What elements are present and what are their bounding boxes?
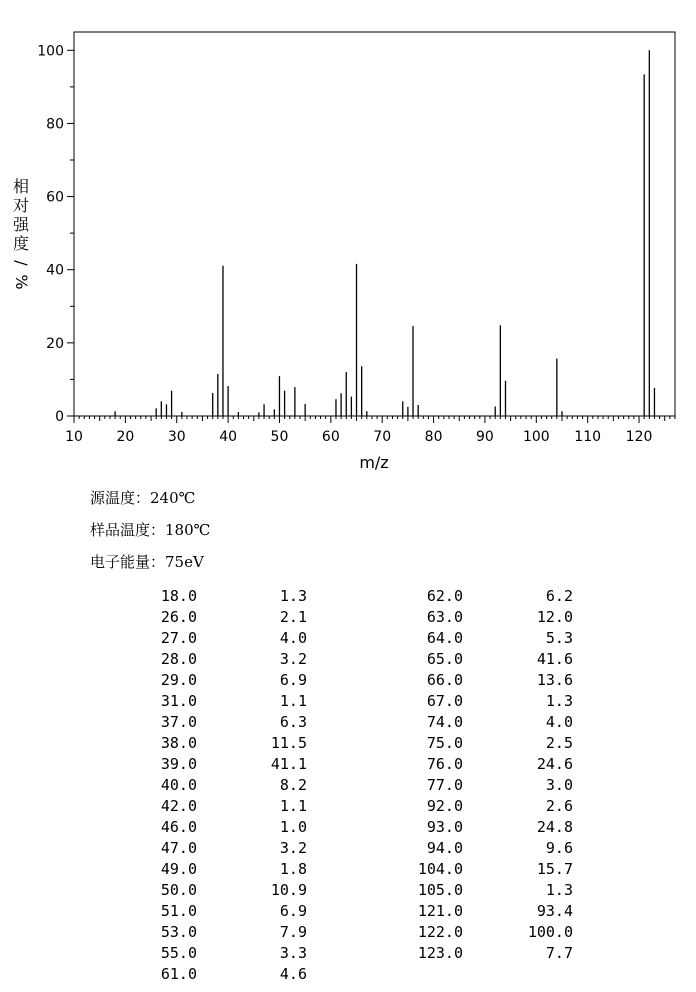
mz-value: 105.0 [417, 881, 463, 899]
peak-table-row [137, 733, 307, 754]
mz-value: 66.0 [426, 671, 463, 689]
intensity-value: 100.0 [527, 923, 573, 941]
peak-table-row [137, 880, 307, 901]
intensity-value: 4.0 [545, 713, 573, 731]
mz-value: 29.0 [160, 671, 197, 689]
x-tick-labels [65, 429, 652, 445]
x-tick-label: 40 [219, 429, 238, 445]
mz-value: 122.0 [417, 923, 463, 941]
intensity-value: 1.8 [279, 860, 307, 878]
mz-value: 27.0 [160, 629, 197, 647]
peak-table-left [137, 586, 307, 985]
mz-value: 93.0 [426, 818, 463, 836]
peak-table-row [137, 712, 307, 733]
peak-table-row [137, 754, 307, 775]
sample-temperature: 样品温度：180℃ [90, 521, 211, 539]
intensity-value: 1.3 [545, 692, 573, 710]
intensity-value: 3.2 [279, 839, 307, 857]
mz-value: 92.0 [426, 797, 463, 815]
y-axis-label-char: % [12, 274, 31, 290]
intensity-value: 3.0 [545, 776, 573, 794]
mz-value: 49.0 [160, 860, 197, 878]
plot-frame [74, 32, 675, 416]
electron-energy: 电子能量：75eV [90, 553, 204, 571]
peak-table-row [137, 838, 307, 859]
peak-table-row [137, 607, 307, 628]
x-axis-label: m/z [359, 453, 389, 472]
x-tick-label: 10 [65, 429, 83, 445]
intensity-value: 2.6 [545, 797, 573, 815]
y-tick-label: 100 [37, 43, 64, 60]
mz-value: 76.0 [426, 755, 463, 773]
peak-table-row [403, 901, 573, 922]
mz-value: 50.0 [160, 881, 197, 899]
axis-ticks [67, 50, 675, 423]
mz-value: 39.0 [160, 755, 197, 773]
y-tick-label: 80 [46, 116, 64, 133]
peak-table-row [137, 775, 307, 796]
mz-value: 62.0 [426, 587, 463, 605]
mz-value: 51.0 [160, 902, 197, 920]
peak-table-row [403, 880, 573, 901]
source-temperature: 源温度：240℃ [90, 489, 196, 507]
x-tick-label: 20 [116, 429, 135, 445]
mz-value: 121.0 [417, 902, 463, 920]
y-tick-labels [37, 43, 64, 425]
intensity-value: 1.3 [279, 587, 307, 605]
intensity-value: 1.0 [279, 818, 307, 836]
intensity-value: 7.9 [279, 923, 307, 941]
peak-table-row [403, 691, 573, 712]
intensity-value: 2.1 [279, 608, 307, 626]
intensity-value: 3.3 [279, 944, 307, 962]
x-tick-label: 80 [424, 429, 443, 445]
intensity-value: 3.2 [279, 650, 307, 668]
intensity-value: 5.3 [545, 629, 573, 647]
peak-table-row [137, 859, 307, 880]
peak-table-row [403, 775, 573, 796]
y-axis-label-char: / [12, 260, 31, 266]
mz-value: 123.0 [417, 944, 463, 962]
peak-table-row [137, 628, 307, 649]
intensity-value: 15.7 [536, 860, 573, 878]
peak-table-row [137, 586, 307, 607]
y-tick-label: 60 [46, 189, 64, 206]
mz-value: 61.0 [160, 965, 197, 983]
intensity-value: 1.3 [545, 881, 573, 899]
y-axis-label-char: 度 [12, 234, 30, 253]
mz-value: 75.0 [426, 734, 463, 752]
mz-value: 53.0 [160, 923, 197, 941]
peak-table-row [137, 649, 307, 670]
peak-table-row [137, 796, 307, 817]
peak-table-row [403, 922, 573, 943]
mz-value: 42.0 [160, 797, 197, 815]
peak-table-row [403, 943, 573, 964]
mz-value: 28.0 [160, 650, 197, 668]
peak-table-row [403, 649, 573, 670]
intensity-value: 10.9 [270, 881, 307, 899]
intensity-value: 24.8 [536, 818, 573, 836]
intensity-value: 41.1 [270, 755, 307, 773]
intensity-value: 8.2 [279, 776, 307, 794]
intensity-value: 9.6 [545, 839, 573, 857]
mz-value: 37.0 [160, 713, 197, 731]
intensity-value: 7.7 [545, 944, 573, 962]
y-axis-label-char: 对 [12, 196, 30, 215]
mz-value: 31.0 [160, 692, 197, 710]
x-tick-label: 120 [625, 429, 653, 445]
intensity-value: 11.5 [270, 734, 307, 752]
x-tick-label: 100 [522, 429, 550, 445]
intensity-value: 12.0 [536, 608, 573, 626]
peak-table-row [137, 922, 307, 943]
mz-value: 63.0 [426, 608, 463, 626]
y-axis-label [12, 177, 31, 290]
mz-value: 65.0 [426, 650, 463, 668]
y-tick-label: 40 [46, 262, 64, 279]
peak-table-row [403, 754, 573, 775]
y-tick-label: 0 [55, 409, 64, 425]
y-axis-label-char: 强 [12, 215, 30, 234]
mz-value: 26.0 [160, 608, 197, 626]
peak-table-row [403, 838, 573, 859]
peak-table-row [403, 796, 573, 817]
peak-table-row [403, 733, 573, 754]
mz-value: 104.0 [417, 860, 463, 878]
intensity-value: 6.9 [279, 671, 307, 689]
peak-table-row [403, 586, 573, 607]
peak-table-row [137, 670, 307, 691]
intensity-value: 4.0 [279, 629, 307, 647]
intensity-value: 6.2 [545, 587, 573, 605]
mz-value: 77.0 [426, 776, 463, 794]
intensity-value: 1.1 [279, 692, 307, 710]
intensity-value: 13.6 [536, 671, 573, 689]
x-tick-label: 50 [270, 429, 289, 445]
mz-value: 38.0 [160, 734, 197, 752]
peak-table-row [403, 670, 573, 691]
intensity-value: 6.3 [279, 713, 307, 731]
intensity-value: 2.5 [545, 734, 573, 752]
mz-value: 67.0 [426, 692, 463, 710]
peak-table-row [137, 901, 307, 922]
x-tick-label: 110 [574, 429, 602, 445]
peak-table-row [137, 943, 307, 964]
peak-table-right [403, 586, 573, 964]
peak-table-row [137, 691, 307, 712]
mz-value: 64.0 [426, 629, 463, 647]
peak-table-row [403, 607, 573, 628]
peak-table-row [403, 859, 573, 880]
mass-spectrum-chart [0, 0, 696, 480]
mz-value: 40.0 [160, 776, 197, 794]
peak-bars [115, 50, 654, 416]
peak-table-row [403, 712, 573, 733]
y-axis-label-char: 相 [12, 177, 30, 196]
mz-value: 94.0 [426, 839, 463, 857]
intensity-value: 93.4 [536, 902, 573, 920]
peak-table-row [137, 964, 307, 985]
x-tick-label: 60 [321, 429, 340, 445]
x-tick-label: 30 [167, 429, 186, 445]
intensity-value: 4.6 [279, 965, 307, 983]
mz-value: 47.0 [160, 839, 197, 857]
y-tick-label: 20 [46, 335, 64, 352]
intensity-value: 1.1 [279, 797, 307, 815]
mz-value: 46.0 [160, 818, 197, 836]
intensity-value: 6.9 [279, 902, 307, 920]
mz-value: 74.0 [426, 713, 463, 731]
peak-table-row [403, 817, 573, 838]
mz-value: 18.0 [160, 587, 197, 605]
x-tick-label: 70 [373, 429, 392, 445]
peak-table-row [403, 628, 573, 649]
peak-table-row [137, 817, 307, 838]
intensity-value: 24.6 [536, 755, 573, 773]
intensity-value: 41.6 [536, 650, 573, 668]
mz-value: 55.0 [160, 944, 197, 962]
x-tick-label: 90 [476, 429, 494, 445]
